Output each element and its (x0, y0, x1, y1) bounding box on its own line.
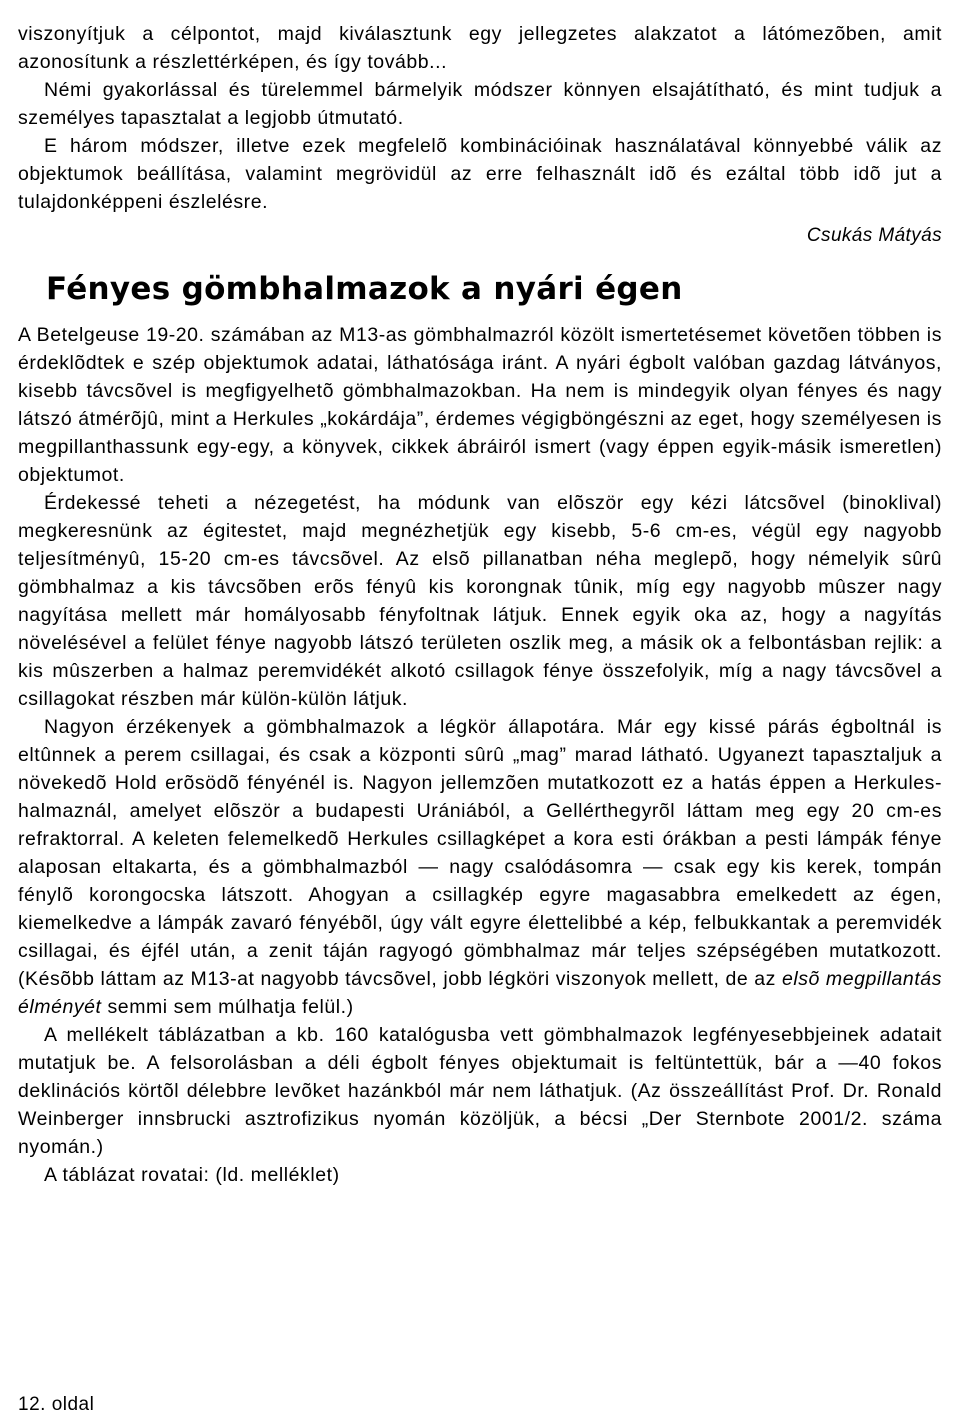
article-paragraph-1: A Betelgeuse 19-20. számában az M13-as gömbhalmazról közölt ismertetésemet követõen többen is érdeklõdtek e szép objektumok adatai, láthatósága iránt. A nyári égbolt valóban gazdag látványos, kisebb távcsõvel is megfigyelhetõ gömbhalmazokban. Ha nem is mindegyik olyan fényes és nagy látszó átmérõjû, mint a Herkules „kokárdája”, érdemes végigböngészni az eget, hogy személyesen is megpillanthassunk egy-egy, a könyvek, cikkek ábráiról ismert (vagy éppen egyik-másik ismeretlen) objektumot. (18, 324, 942, 486)
intro-paragraph-2: Némi gyakorlással és türelemmel bármelyik módszer könnyen elsajátítható, és mint tudjuk a személyes tapasztalat a legjobb útmutató. (18, 79, 942, 129)
intro-paragraph-3: E három módszer, illetve ezek megfelelõ kombinációinak használatával könnyebbé válik az objektumok beállítása, valamint megrövidül az erre felhasznált idõ és ezáltal több idõ jut a tulajdonképpeni észlelésre. (18, 135, 942, 213)
page-number: 12. oldal (18, 1394, 95, 1415)
article-paragraph-5: A táblázat rovatai: (ld. melléklet) (44, 1164, 340, 1186)
article-paragraph-3 (18, 713, 942, 1021)
article-title: Fényes gömbhalmazok a nyári égen (46, 271, 683, 307)
intro-paragraph-1: viszonyítjuk a célpontot, majd kiválasztunk egy jellegzetes alakzatot a látómezõben, amit azonosítunk a részlettérképen, és így tovább... (18, 23, 942, 73)
emphasis-tail: semmi sem múlhatja felül.) (101, 996, 354, 1018)
article-paragraph-2: Érdekessé teheti a nézegetést, ha módunk van elõször egy kézi látcsõvel (binoklival) megkeresnünk az égitestet, majd megnézhetjük egy kisebb, 5-6 cm-es, végül egy nagyobb teljesítményû, 15-20 cm-es távcsõvel. Az elsõ pillanatban néha meglepõ, hogy némelyik sûrû gömbhalmaz a kis távcsõben erõs fényû kis korongnak tûnik, míg egy nagyobb mûszer nagy nagyítása mellett már homályosabb fényfoltnak látjuk. Ennek egyik oka az, hogy a nagyítás növelésével a felület fénye nagyobb látszó területen oszlik meg, a másik ok a felbontásban rejlik: a kis mûszerben a halmaz peremvidékét alkotó csillagok fénye összefolyik, míg a nagy távcsõvel a csillagokat részben már külön-külön látjuk. (18, 492, 942, 710)
document-page (18, 20, 942, 1189)
article-paragraph-4: A mellékelt táblázatban a kb. 160 katalógusba vett gömbhalmazok legfényesebbjeinek adatait mutatjuk be. A felsorolásban a déli égbolt fényes objektumait is feltüntettük, bár a —40 fokos deklinációs körtõl délebbre levõket hazánkból már nem láthatjuk. (Az összeállítást Prof. Dr. Ronald Weinberger innsbrucki asztrofizikus nyomán közöljük, a bécsi „Der Sternbote 2001/2. száma nyomán.) (18, 1024, 942, 1158)
previous-article-author: Csukás Mátyás (806, 225, 942, 246)
article-paragraph-3-text: Nagyon érzékenyek a gömbhalmazok a légkör állapotára. Már egy kissé párás égboltnál is eltûnnek a perem csillagai, és csak a központi sûrû „mag” marad látható. Ugyanezt tapasztaljuk a növekedõ Hold erõsödõ fényénél is. Nagyon jellemzõen mutatkozott ez a hatás éppen a Herkules-halmaznál, amelyet elõször a budapesti Urániából, a Gellérthegyrõl láttam meg egy 20 cm-es refraktorral. A keleten felemelkedõ Herkules csillagképet a kora esti órákban a pesti lámpák fénye alaposan eltakarta, és a gömbhalmazból — nagy csalódásomra — csak egy kis kerek, tompán fénylõ korongocska látszott. Ahogyan a csillagkép egyre magasabbra emelkedett az égen, kiemelkedve a lámpák zavaró fényébõl, úgy vált egyre élettelibbé a kép, felbukkantak a peremvidék csillagai, és éjfél után, a zenit táján ragyogó gömbhalmaz már teljes szépségében mutatkozott. (Késõbb láttam az M13-at nagyobb távcsõvel, jobb légköri viszonyok mellett, de az (18, 716, 942, 990)
emphasis-phrase: elsõ megpillantás élményét (18, 968, 942, 1018)
